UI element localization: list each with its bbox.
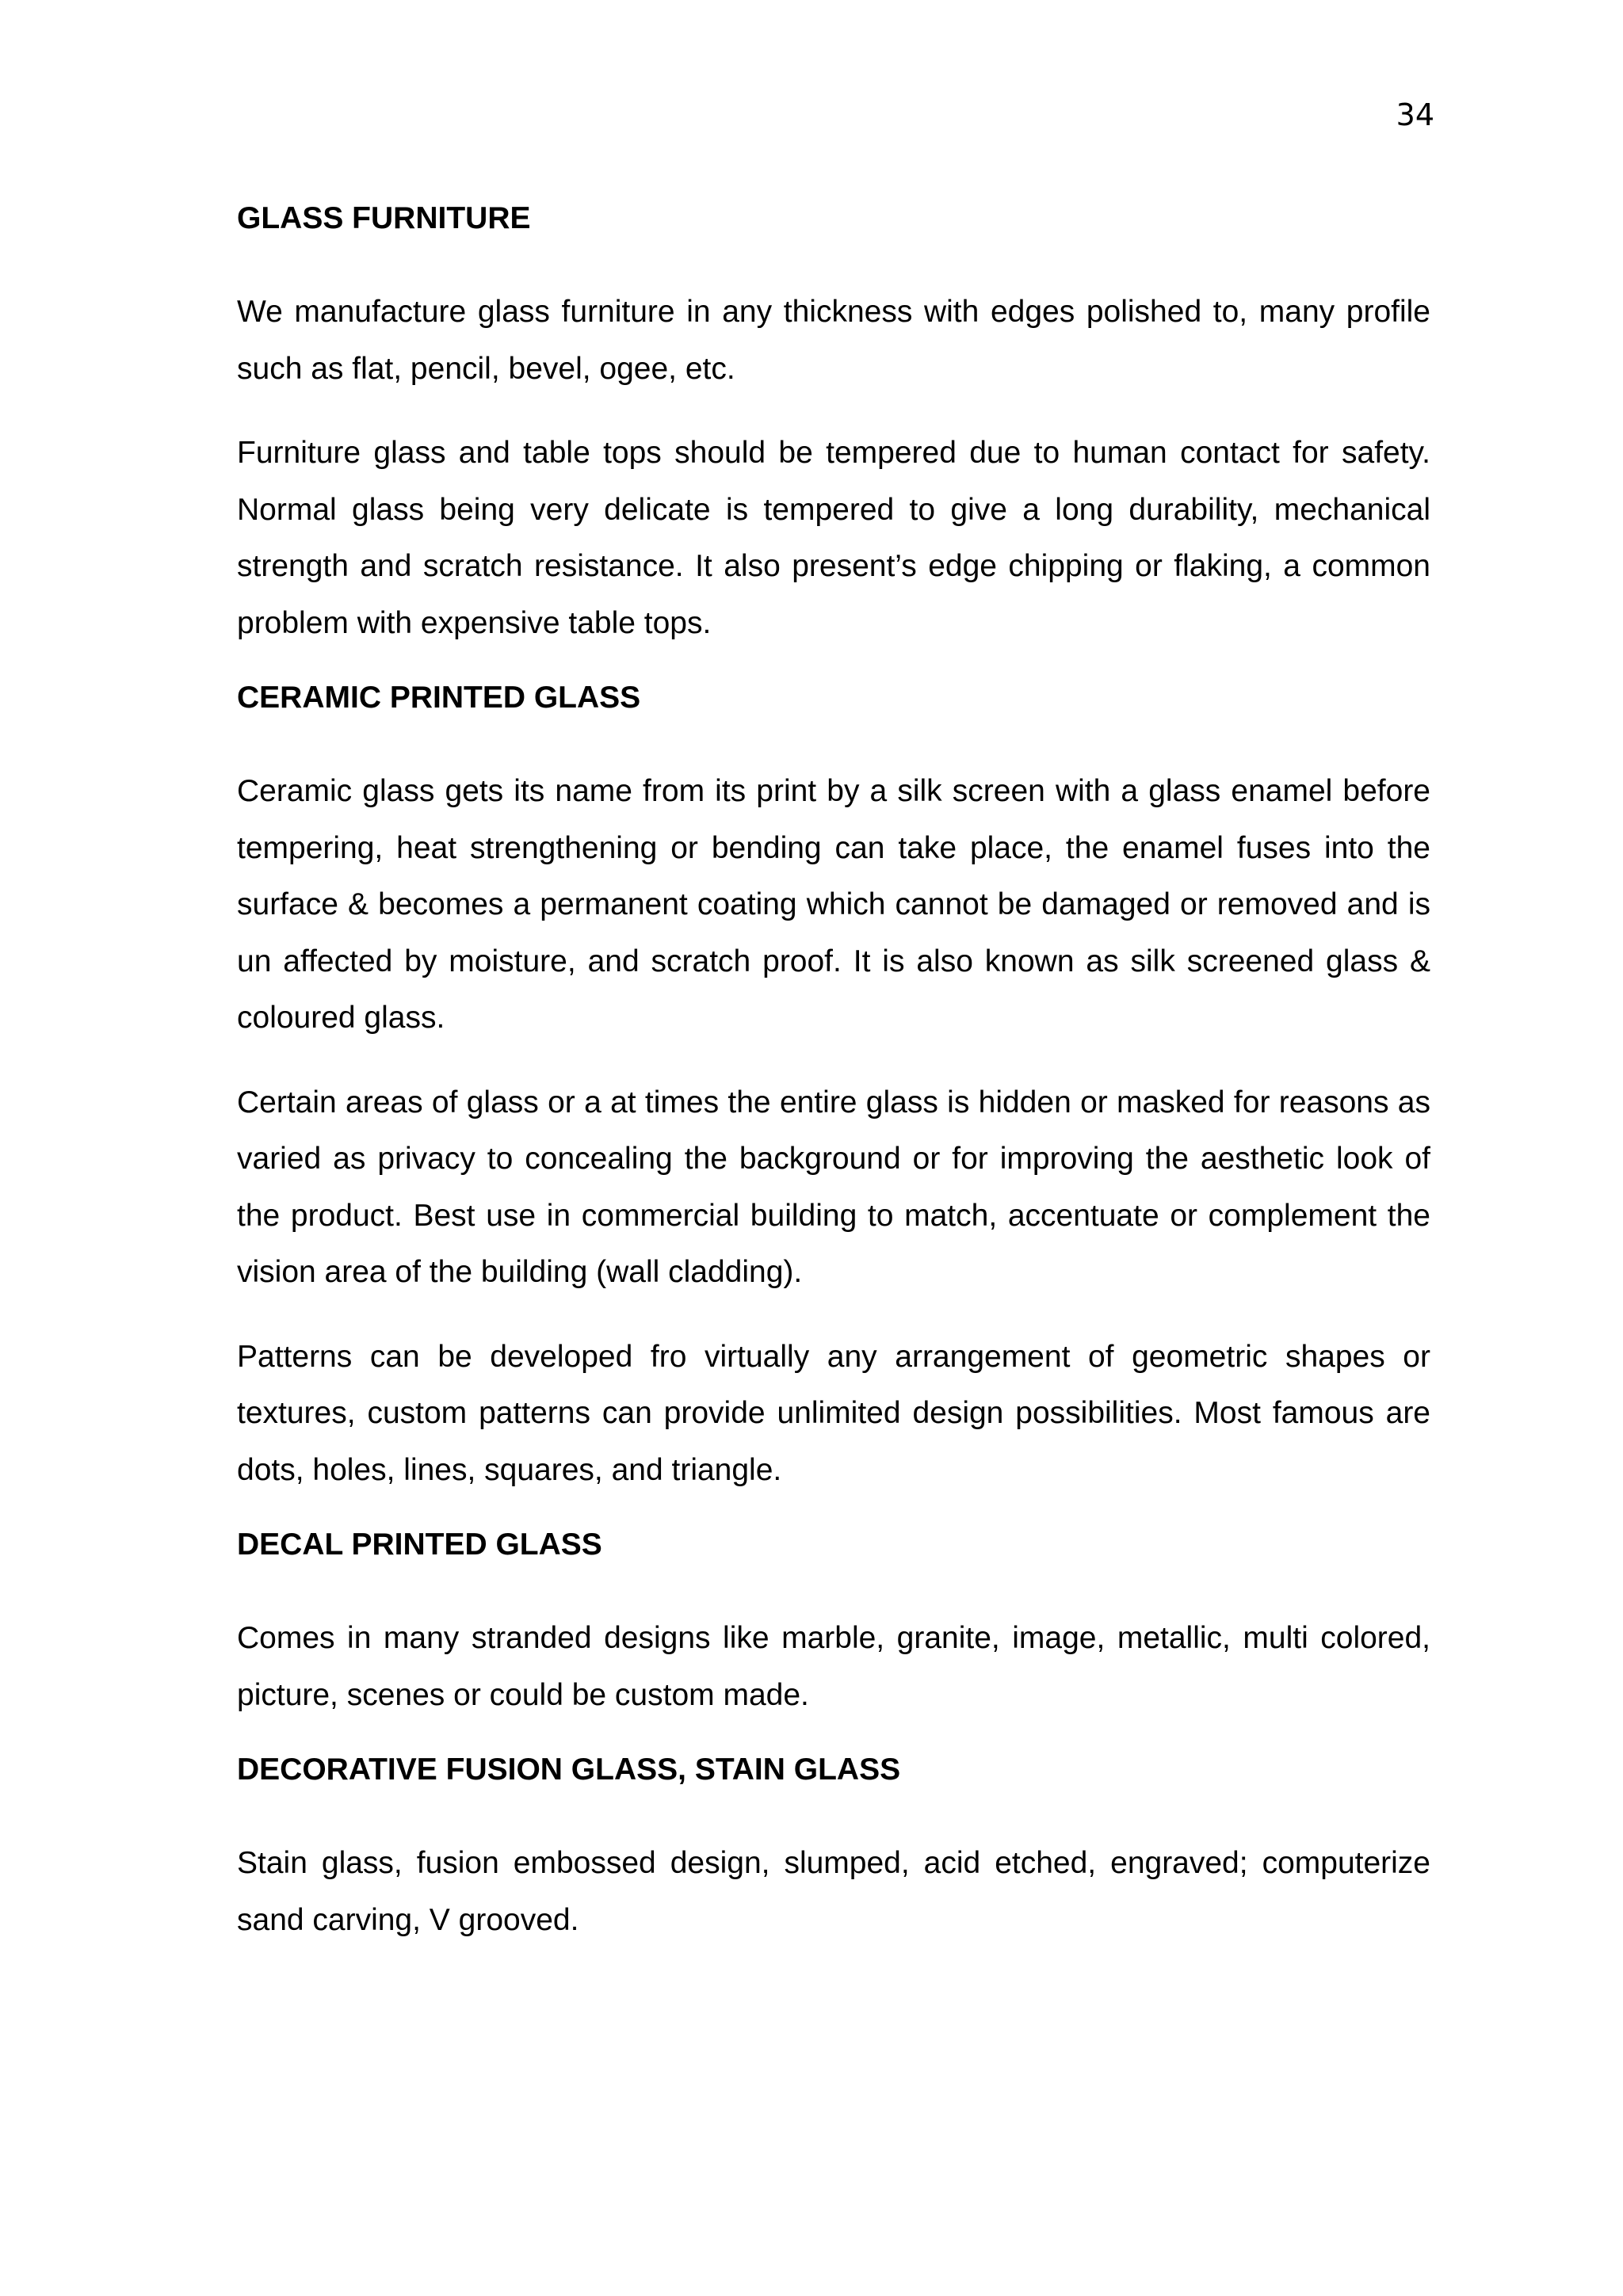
paragraph: Furniture glass and table tops should be tempered due to human contact for safety. Normal glass being very delicate is tempered to give a long durability, mechanical strength and scratch resistance. It also present’s edge chipping or flaking, a common problem with expensive table tops. [237, 436, 1430, 640]
section-glass-furniture [237, 200, 1430, 651]
paragraph: Comes in many stranded designs like marble, granite, image, metallic, multi colored, picture, scenes or could be custom made. [237, 1621, 1430, 1712]
section-decal-printed-glass [237, 1526, 1430, 1723]
section-heading: CERAMIC PRINTED GLASS [237, 681, 641, 715]
paragraph: We manufacture glass furniture in any thickness with edges polished to, many profile such as flat, pencil, bevel, ogee, etc. [237, 295, 1430, 386]
paragraph: Ceramic glass gets its name from its print by a silk screen with a glass enamel before tempering, heat strengthening or bending can take place, the enamel fuses into the surface & becomes a permanent coating which cannot be damaged or removed and is un affected by moisture, and scratch proof. It is also known as silk screened glass & coloured glass. [237, 774, 1430, 1035]
section-heading: GLASS FURNITURE [237, 201, 531, 235]
section-ceramic-printed-glass [237, 679, 1430, 1498]
section-heading: DECORATIVE FUSION GLASS, STAIN GLASS [237, 1753, 901, 1787]
section-heading: DECAL PRINTED GLASS [237, 1527, 602, 1562]
section-decorative-fusion-glass [237, 1751, 1430, 1948]
paragraph: Certain areas of glass or a at times the entire glass is hidden or masked for reasons as varied as privacy to concealing the background or for improving the aesthetic look of the product. Best use in commercial building to match, accentuate or complement the vision area of the building (wall cladding). [237, 1085, 1430, 1289]
paragraph: Stain glass, fusion embossed design, slumped, acid etched, engraved; computerize sand carving, V grooved. [237, 1846, 1430, 1937]
paragraph: Patterns can be developed fro virtually any arrangement of geometric shapes or textures, custom patterns can provide unlimited design possibilities. Most famous are dots, holes, lines, squares, and triangle. [237, 1339, 1430, 1487]
page-number: 34 [1396, 97, 1434, 132]
document-body [237, 200, 1430, 1976]
